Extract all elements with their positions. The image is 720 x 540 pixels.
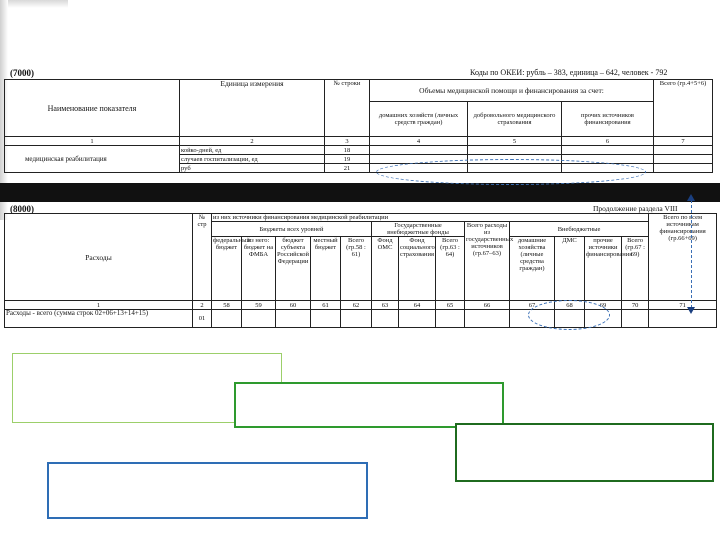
form1-cell: [468, 146, 562, 155]
form1-cell: [654, 155, 713, 164]
form2-num-69: 69: [585, 301, 622, 310]
form2-cell: [649, 310, 717, 328]
form1-num-1: 1: [5, 137, 180, 146]
form2-cell: [212, 310, 242, 328]
form2-num-62: 62: [341, 301, 372, 310]
form2-sub-dms: ДМС: [555, 237, 585, 301]
form2-col-expenses: Расходы: [5, 214, 193, 301]
form1-num-2: 2: [180, 137, 325, 146]
form2-sub-federal: федеральный бюджет: [212, 237, 242, 301]
form1-col-other: прочих источников финансирования: [562, 102, 654, 137]
scan-separator-bar: [0, 183, 720, 202]
form2-num-68: 68: [555, 301, 585, 310]
form1-unit-hospitalizations: случаев госпитализации, ед: [180, 155, 325, 164]
form2-num-59: 59: [242, 301, 276, 310]
form2-col-sources: из них источники финансирования медицинской реабилитации: [212, 214, 649, 222]
form2-num-66: 66: [465, 301, 510, 310]
form2-sub-local: местный бюджет: [311, 237, 341, 301]
form1-num-3: 3: [325, 137, 370, 146]
form2-cell: [622, 310, 649, 328]
form2-num-67: 67: [510, 301, 555, 310]
form2-cell: [311, 310, 341, 328]
form2-row-label: Расходы - всего (сумма строк 02+06+13+14+15): [5, 310, 193, 328]
form1-col-indicator: Наименование показателя: [5, 80, 180, 137]
form1-col-unit: Единица измерения: [180, 80, 325, 137]
form2-num-64: 64: [399, 301, 436, 310]
form1-num-6: 6: [562, 137, 654, 146]
page-shadow-top: [8, 0, 68, 8]
form2-sub-total-nonbudget: Всего (гр.67 : 69): [622, 237, 649, 301]
form2-col-total-state: Всего расходы из государственных источников (гр.67–63): [465, 222, 510, 301]
form2-rownum-01: 01: [193, 310, 212, 328]
form2-col-row: № стр: [193, 214, 212, 301]
form2-continuation: Продолжение раздела VIII: [593, 204, 678, 213]
form1-header-codes: Коды по ОКЕИ: рубль – 383, единица – 642, человек - 792: [470, 68, 668, 77]
dashed-arrow-line: [691, 200, 692, 308]
form2-num-71: 71: [649, 301, 717, 310]
form1-rownum-21: 21: [325, 164, 370, 173]
form1-col-row: № строки: [325, 80, 370, 137]
form1-cell: [654, 146, 713, 155]
form2-col-total-all: Всего по всем источникам финансирования (гр.66+69): [649, 214, 717, 301]
form1-col-households: домашних хозяйств (личных средств граждан): [370, 102, 468, 137]
form2-col-budgets: Бюджеты всех уровней: [212, 222, 372, 237]
form2-num-2: 2: [193, 301, 212, 310]
form2-num-1: 1: [5, 301, 193, 310]
form1-table: [4, 79, 713, 173]
form1-rownum-19: 19: [325, 155, 370, 164]
form2-col-state-funds: Государственные внебюджетные фонды: [372, 222, 465, 237]
form1-col-total: Всего (гр.4+5+6): [654, 80, 713, 137]
form2-num-60: 60: [276, 301, 311, 310]
form1-cell: [370, 146, 468, 155]
form2-sub-fss: Фонд социального страхования: [399, 237, 436, 301]
form1-cell: [562, 146, 654, 155]
highlight-ellipse-form1: [376, 159, 646, 185]
form1-num-7: 7: [654, 137, 713, 146]
form2-sub-total-budget: Всего (гр.58 : 61): [341, 237, 372, 301]
highlight-ellipse-form2: [528, 300, 610, 330]
form2-table: [4, 213, 717, 328]
arrow-down-icon: [687, 307, 695, 314]
form2-sub-households: домашние хозяйства (личные средства граждан): [510, 237, 555, 301]
form2-cell: [399, 310, 436, 328]
form2-cell: [242, 310, 276, 328]
form1-rownum-18: 18: [325, 146, 370, 155]
form2-num-58: 58: [212, 301, 242, 310]
form1-code: (7000): [10, 68, 34, 78]
form2-sub-oms: Фонд ОМС: [372, 237, 399, 301]
form1-col-volume: Объемы медицинской помощи и финансирования за счет:: [370, 80, 654, 102]
form2-num-63: 63: [372, 301, 399, 310]
form1-row-label: медицинская реабилитация: [5, 146, 180, 173]
form2-cell: [341, 310, 372, 328]
form1-col-vmi: добровольного медицинского страхования: [468, 102, 562, 137]
form1-num-4: 4: [370, 137, 468, 146]
form2-cell: [436, 310, 465, 328]
callout-box-blue: [47, 462, 368, 519]
form2-code: (8000): [10, 204, 34, 214]
arrow-up-icon: [687, 194, 695, 201]
form1-cell: [654, 164, 713, 173]
form1-unit-bed-days: койко-дней, ед: [180, 146, 325, 155]
form1-unit-rub: руб: [180, 164, 325, 173]
form2-sub-total-funds: Всего (гр.63 : 64): [436, 237, 465, 301]
form1-num-5: 5: [468, 137, 562, 146]
form2-num-65: 65: [436, 301, 465, 310]
form2-sub-fmba: из него: бюджет на ФМБА: [242, 237, 276, 301]
callout-box-green: [234, 382, 504, 428]
form2-cell: [276, 310, 311, 328]
form2-sub-region: бюджет субъекта Российской Федерации: [276, 237, 311, 301]
form2-cell: [465, 310, 510, 328]
form2-num-70: 70: [622, 301, 649, 310]
form2-num-61: 61: [311, 301, 341, 310]
form2-cell: [372, 310, 399, 328]
form2-sub-other: прочие источники финансирования: [585, 237, 622, 301]
callout-box-dark-green: [455, 423, 714, 482]
form2-col-nonbudget: Внебюджетные: [510, 222, 649, 237]
